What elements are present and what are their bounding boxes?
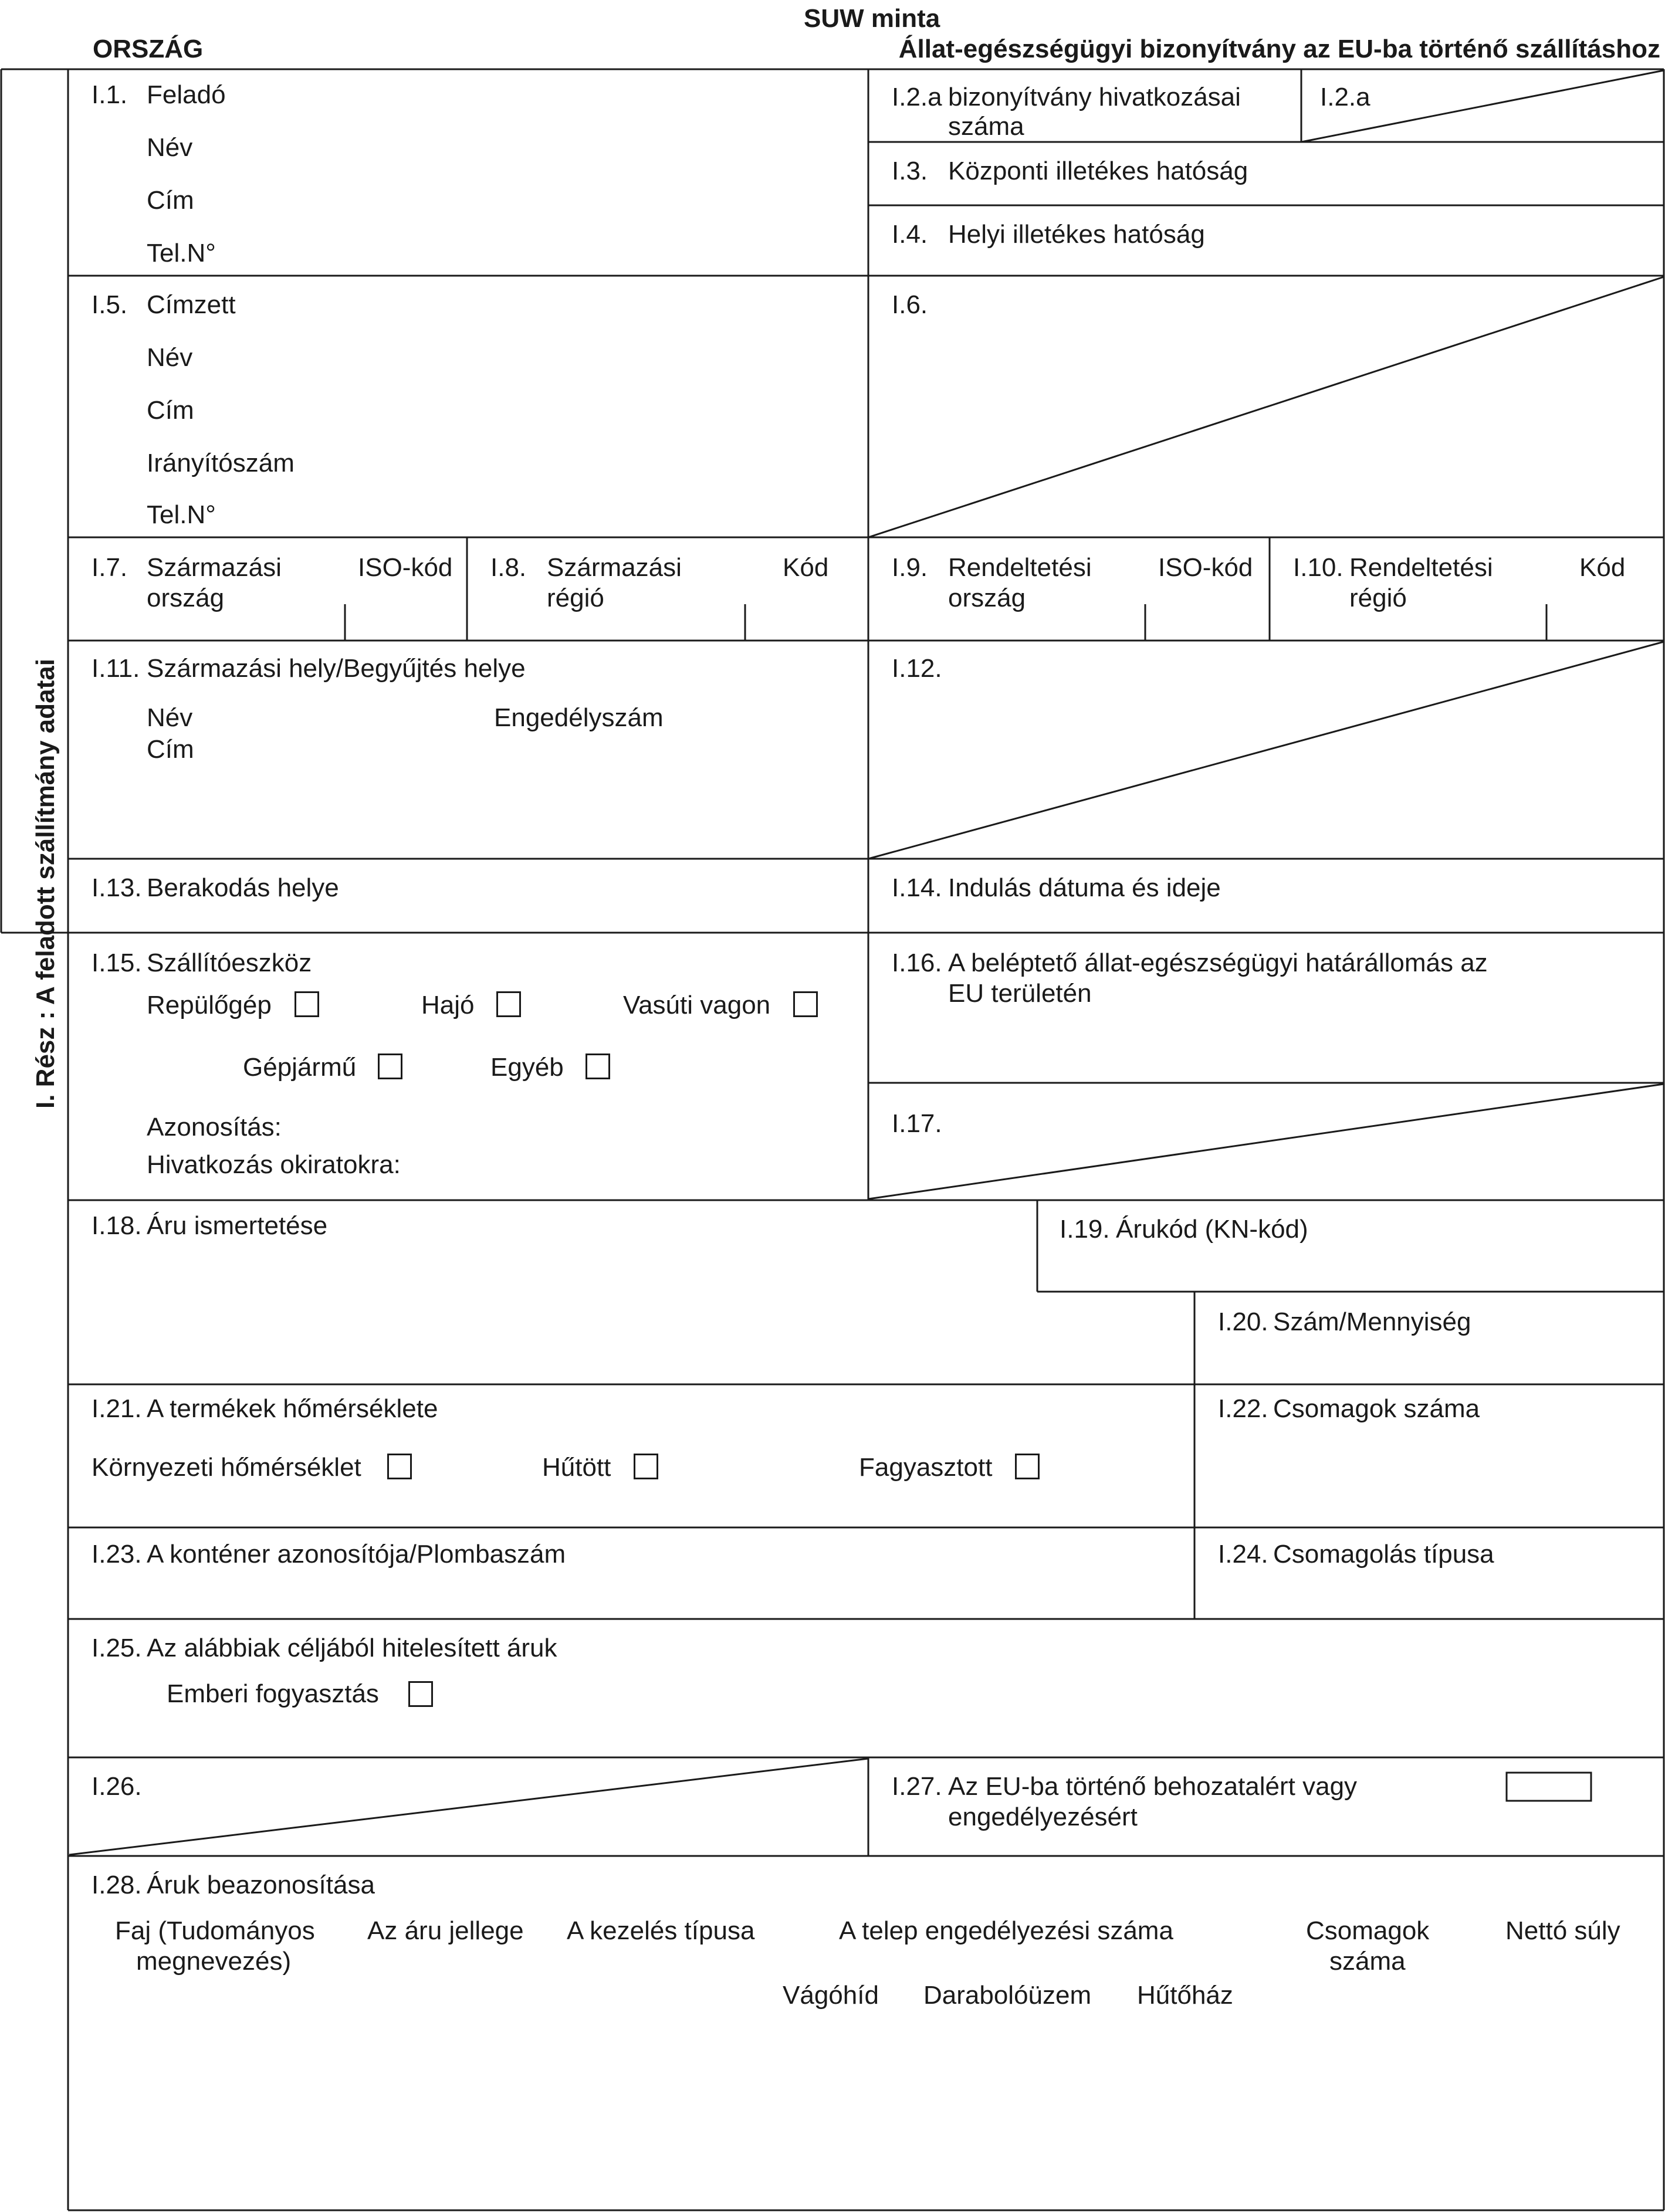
s25-human-checkbox[interactable] xyxy=(408,1681,433,1707)
certificate-title: Állat-egészségügyi bizonyítvány az EU-ba történő szállításhoz xyxy=(898,35,1660,63)
s3-label[interactable]: Központi illetékes hatóság xyxy=(948,157,1248,185)
s28-number: I.28. xyxy=(92,1871,142,1899)
s15-docs[interactable]: Hivatkozás okiratokra: xyxy=(147,1150,401,1179)
s27-line2: engedélyezésért xyxy=(948,1803,1138,1831)
country-label: ORSZÁG xyxy=(93,35,204,63)
s7-number: I.7. xyxy=(92,553,128,582)
s28-sub-cutting: Darabolóüzem xyxy=(923,1981,1092,2010)
s5-tel[interactable]: Tel.N° xyxy=(147,500,216,529)
s15-label: Szállítóeszköz xyxy=(147,949,312,977)
s15-plane-checkbox[interactable] xyxy=(295,991,319,1017)
s5-number: I.5. xyxy=(92,290,128,319)
s15-other-checkbox[interactable] xyxy=(586,1054,610,1079)
s3-number: I.3. xyxy=(892,157,928,185)
s23-number: I.23. xyxy=(92,1540,142,1569)
s2a-line2: száma xyxy=(948,112,1024,141)
s28-col-species-1: Faj (Tudományos xyxy=(115,1916,315,1945)
s11-number: I.11. xyxy=(92,654,140,683)
s19-number: I.19. xyxy=(1060,1215,1110,1244)
s16-line1: A beléptető állat-egészségügyi határállomás az xyxy=(948,949,1488,977)
s8-code[interactable]: Kód xyxy=(783,553,829,582)
s2a-number: I.2.a xyxy=(892,83,942,111)
s22-number: I.22. xyxy=(1218,1394,1268,1423)
s28-sub-slaughter: Vágóhíd xyxy=(783,1981,879,2010)
s15-other-label: Egyéb xyxy=(490,1053,564,1082)
s12-number: I.12. xyxy=(892,654,942,683)
s8-line2: régió xyxy=(547,584,604,612)
s13-number: I.13. xyxy=(92,873,142,902)
s11-address[interactable]: Cím xyxy=(147,735,194,764)
s5-address[interactable]: Cím xyxy=(147,396,194,425)
s5-zip[interactable]: Irányítószám xyxy=(147,449,295,477)
s19-label[interactable]: Árukód (KN-kód) xyxy=(1116,1215,1308,1244)
s28-col-species-2: megnevezés) xyxy=(136,1947,292,1976)
s8-line1: Származási xyxy=(547,553,682,582)
s9-code[interactable]: ISO-kód xyxy=(1158,553,1253,582)
s10-line1: Rendeltetési xyxy=(1349,553,1493,582)
s28-sub-cold: Hűtőház xyxy=(1137,1981,1233,2010)
s8-number: I.8. xyxy=(490,553,527,582)
s1-address[interactable]: Cím xyxy=(147,186,194,215)
s17-number: I.17. xyxy=(892,1109,942,1138)
s20-number: I.20. xyxy=(1218,1307,1268,1336)
s15-ship-checkbox[interactable] xyxy=(496,991,521,1017)
s27-entry-box[interactable] xyxy=(1507,1773,1591,1801)
s9-number: I.9. xyxy=(892,553,928,582)
s6-number: I.6. xyxy=(892,290,928,319)
s9-line2: ország xyxy=(948,584,1026,612)
s28-label: Áruk beazonosítása xyxy=(147,1871,375,1899)
s1-name[interactable]: Név xyxy=(147,133,193,162)
s9-line1: Rendeltetési xyxy=(948,553,1092,582)
s25-number: I.25. xyxy=(92,1634,142,1662)
s1-tel[interactable]: Tel.N° xyxy=(147,239,216,267)
s27-line1: Az EU-ba történő behozatalért vagy xyxy=(948,1772,1358,1801)
s7-code[interactable]: ISO-kód xyxy=(358,553,453,582)
s28-col-net: Nettó súly xyxy=(1505,1916,1620,1945)
s15-ship-label: Hajó xyxy=(421,991,475,1019)
s21-chilled-checkbox[interactable] xyxy=(634,1454,658,1479)
s2a-box-label[interactable]: I.2.a xyxy=(1320,83,1370,111)
s27-number: I.27. xyxy=(892,1772,942,1801)
s21-chilled-label: Hűtött xyxy=(542,1453,611,1482)
s10-line2: régió xyxy=(1349,584,1407,612)
s15-number: I.15. xyxy=(92,949,142,977)
part-one-side-label: I. Rész : A feladott szállítmány adatai xyxy=(31,659,60,1109)
s1-number: I.1. xyxy=(92,80,128,109)
s24-label[interactable]: Csomagolás típusa xyxy=(1273,1540,1494,1569)
s20-label[interactable]: Szám/Mennyiség xyxy=(1273,1307,1471,1336)
s1-label: Feladó xyxy=(147,80,226,109)
s10-number: I.10. xyxy=(1293,553,1343,582)
s21-frozen-checkbox[interactable] xyxy=(1015,1454,1040,1479)
s7-line2: ország xyxy=(147,584,225,612)
s28-col-packages-1: Csomagok xyxy=(1306,1916,1430,1945)
s18-number: I.18. xyxy=(92,1211,142,1240)
s21-ambient-label: Környezeti hőmérséklet xyxy=(92,1453,361,1482)
s15-rail-label: Vasúti vagon xyxy=(623,991,771,1019)
s18-label[interactable]: Áru ismertetése xyxy=(147,1211,328,1240)
s11-name[interactable]: Név xyxy=(147,703,193,732)
s5-name[interactable]: Név xyxy=(147,343,193,372)
s24-number: I.24. xyxy=(1218,1540,1268,1569)
s10-code[interactable]: Kód xyxy=(1579,553,1626,582)
s14-label[interactable]: Indulás dátuma és ideje xyxy=(948,873,1221,902)
s16-line2: EU területén xyxy=(948,979,1092,1008)
s2a-line1: bizonyítvány hivatkozásai xyxy=(948,83,1241,111)
s21-number: I.21. xyxy=(92,1394,142,1423)
s23-label[interactable]: A konténer azonosítója/Plombaszám xyxy=(147,1540,566,1569)
s25-label: Az alábbiak céljából hitelesített áruk xyxy=(147,1634,557,1662)
s15-ident[interactable]: Azonosítás: xyxy=(147,1113,282,1141)
s28-col-approval: A telep engedélyezési száma xyxy=(839,1916,1173,1945)
s16-number: I.16. xyxy=(892,949,942,977)
s11-approval[interactable]: Engedélyszám xyxy=(494,703,664,732)
s21-label: A termékek hőmérséklete xyxy=(147,1394,438,1423)
s4-label[interactable]: Helyi illetékes hatóság xyxy=(948,220,1205,249)
s15-road-checkbox[interactable] xyxy=(378,1054,402,1079)
s15-rail-checkbox[interactable] xyxy=(793,991,818,1017)
s4-number: I.4. xyxy=(892,220,928,249)
s22-label[interactable]: Csomagok száma xyxy=(1273,1394,1480,1423)
model-label: SUW minta xyxy=(804,4,940,33)
s28-col-packages-2: száma xyxy=(1329,1947,1406,1976)
s25-human-label: Emberi fogyasztás xyxy=(167,1679,379,1708)
s21-frozen-label: Fagyasztott xyxy=(859,1453,993,1482)
s7-line1: Származási xyxy=(147,553,282,582)
s11-label: Származási hely/Begyűjtés helye xyxy=(147,654,526,683)
s13-label[interactable]: Berakodás helye xyxy=(147,873,339,902)
s28-col-treatment: A kezelés típusa xyxy=(567,1916,755,1945)
s15-road-label: Gépjármű xyxy=(243,1053,357,1082)
s28-col-nature: Az áru jellege xyxy=(367,1916,524,1945)
s15-plane-label: Repülőgép xyxy=(147,991,272,1019)
s26-number: I.26. xyxy=(92,1772,142,1801)
s14-number: I.14. xyxy=(892,873,942,902)
s5-label: Címzett xyxy=(147,290,236,319)
s21-ambient-checkbox[interactable] xyxy=(387,1454,412,1479)
